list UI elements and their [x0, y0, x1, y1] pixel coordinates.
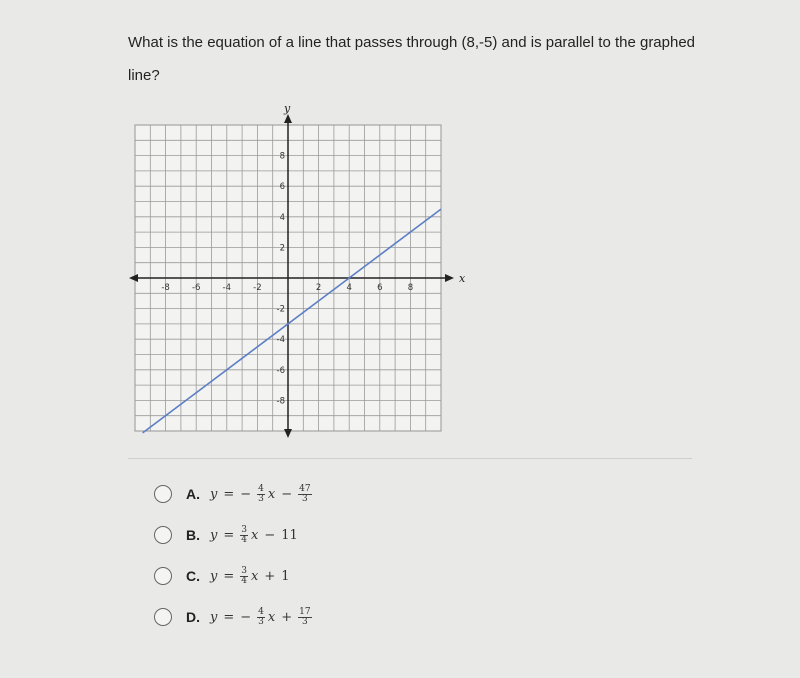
y-tick-label: -8 [276, 396, 285, 407]
radio-button-d[interactable] [154, 608, 172, 626]
frac-num: 4 [258, 606, 264, 617]
choice-letter: D. [186, 609, 200, 625]
coordinate-graph [130, 102, 466, 435]
y-tick-label: -2 [276, 304, 285, 315]
choice-a[interactable] [154, 483, 312, 505]
frac-num: 3 [241, 565, 247, 576]
equals-sign: = [223, 609, 235, 625]
frac-num: 47 [299, 483, 311, 494]
operator: − [281, 486, 293, 502]
variable: x [251, 527, 259, 543]
y-axis-down-arrow [284, 429, 292, 438]
frac-den: 3 [258, 616, 264, 627]
y-axis-up-arrow [284, 114, 292, 123]
variable: x [267, 486, 276, 502]
equals-sign: = [223, 568, 235, 584]
constant: 11 [281, 527, 298, 543]
answer-choices [154, 483, 312, 647]
y-tick-label: 8 [279, 151, 285, 162]
choice-d[interactable] [154, 606, 312, 628]
variable: x [251, 568, 259, 584]
choice-equation [210, 485, 312, 504]
x-tick-label: 2 [315, 283, 322, 293]
x-axis-right-arrow [445, 274, 454, 282]
choice-equation [210, 526, 298, 545]
operator: + [264, 568, 276, 584]
frac-num: 17 [299, 606, 311, 617]
frac-den: 3 [258, 493, 264, 504]
equals-sign: = [223, 486, 235, 502]
question-text: What is the equation of a line that passes through (8,-5) and is parallel to the graphed line? [128, 34, 696, 84]
x-tick-label: -2 [253, 283, 262, 293]
y-tick-label: 6 [279, 182, 285, 193]
y-tick-label: -6 [276, 365, 285, 376]
radio-button-c[interactable] [154, 567, 172, 585]
divider [128, 458, 692, 459]
y-tick-label: 4 [279, 212, 285, 223]
coefficient-fraction [240, 526, 248, 545]
choice-equation [210, 567, 290, 586]
choice-c[interactable] [154, 565, 312, 587]
frac-num: 4 [258, 483, 264, 494]
coefficient-fraction [240, 567, 248, 586]
frac-den: 4 [241, 575, 247, 586]
frac-den: 3 [302, 493, 308, 504]
operator: + [281, 609, 293, 625]
choice-b[interactable] [154, 524, 312, 546]
coefficient-fraction [257, 608, 265, 627]
coef-sign: − [240, 486, 252, 502]
x-tick-label: 8 [407, 283, 414, 293]
x-tick-label: 6 [377, 283, 383, 293]
operator: − [264, 527, 276, 543]
choice-letter: A. [186, 486, 200, 502]
choice-equation [210, 608, 312, 627]
choice-letter: B. [186, 527, 200, 543]
equation-lhs: y [210, 486, 218, 502]
frac-den: 3 [302, 616, 308, 627]
constant: 1 [281, 568, 290, 584]
equation-lhs: y [210, 527, 218, 543]
equals-sign: = [223, 527, 235, 543]
choice-letter: C. [186, 568, 200, 584]
graph-svg [130, 102, 466, 435]
x-axis-left-arrow [129, 274, 138, 282]
constant-fraction [298, 485, 311, 504]
x-tick-label: -4 [222, 283, 232, 293]
coefficient-fraction [257, 485, 265, 504]
y-tick-label: 2 [279, 243, 285, 254]
frac-den: 4 [241, 534, 247, 545]
radio-button-b[interactable] [154, 526, 172, 544]
coef-sign: − [240, 609, 252, 625]
frac-num: 3 [241, 524, 247, 535]
y-axis-label: y [284, 102, 291, 115]
radio-button-a[interactable] [154, 485, 172, 503]
y-tick-label: -4 [276, 335, 285, 346]
x-tick-label: -6 [191, 283, 201, 293]
variable: x [267, 609, 276, 625]
x-tick-label: 4 [346, 283, 352, 293]
equation-lhs: y [210, 568, 218, 584]
constant-fraction [298, 608, 311, 627]
equation-lhs: y [210, 609, 218, 625]
x-tick-label: -8 [161, 283, 170, 293]
x-axis-label: x [459, 272, 466, 285]
